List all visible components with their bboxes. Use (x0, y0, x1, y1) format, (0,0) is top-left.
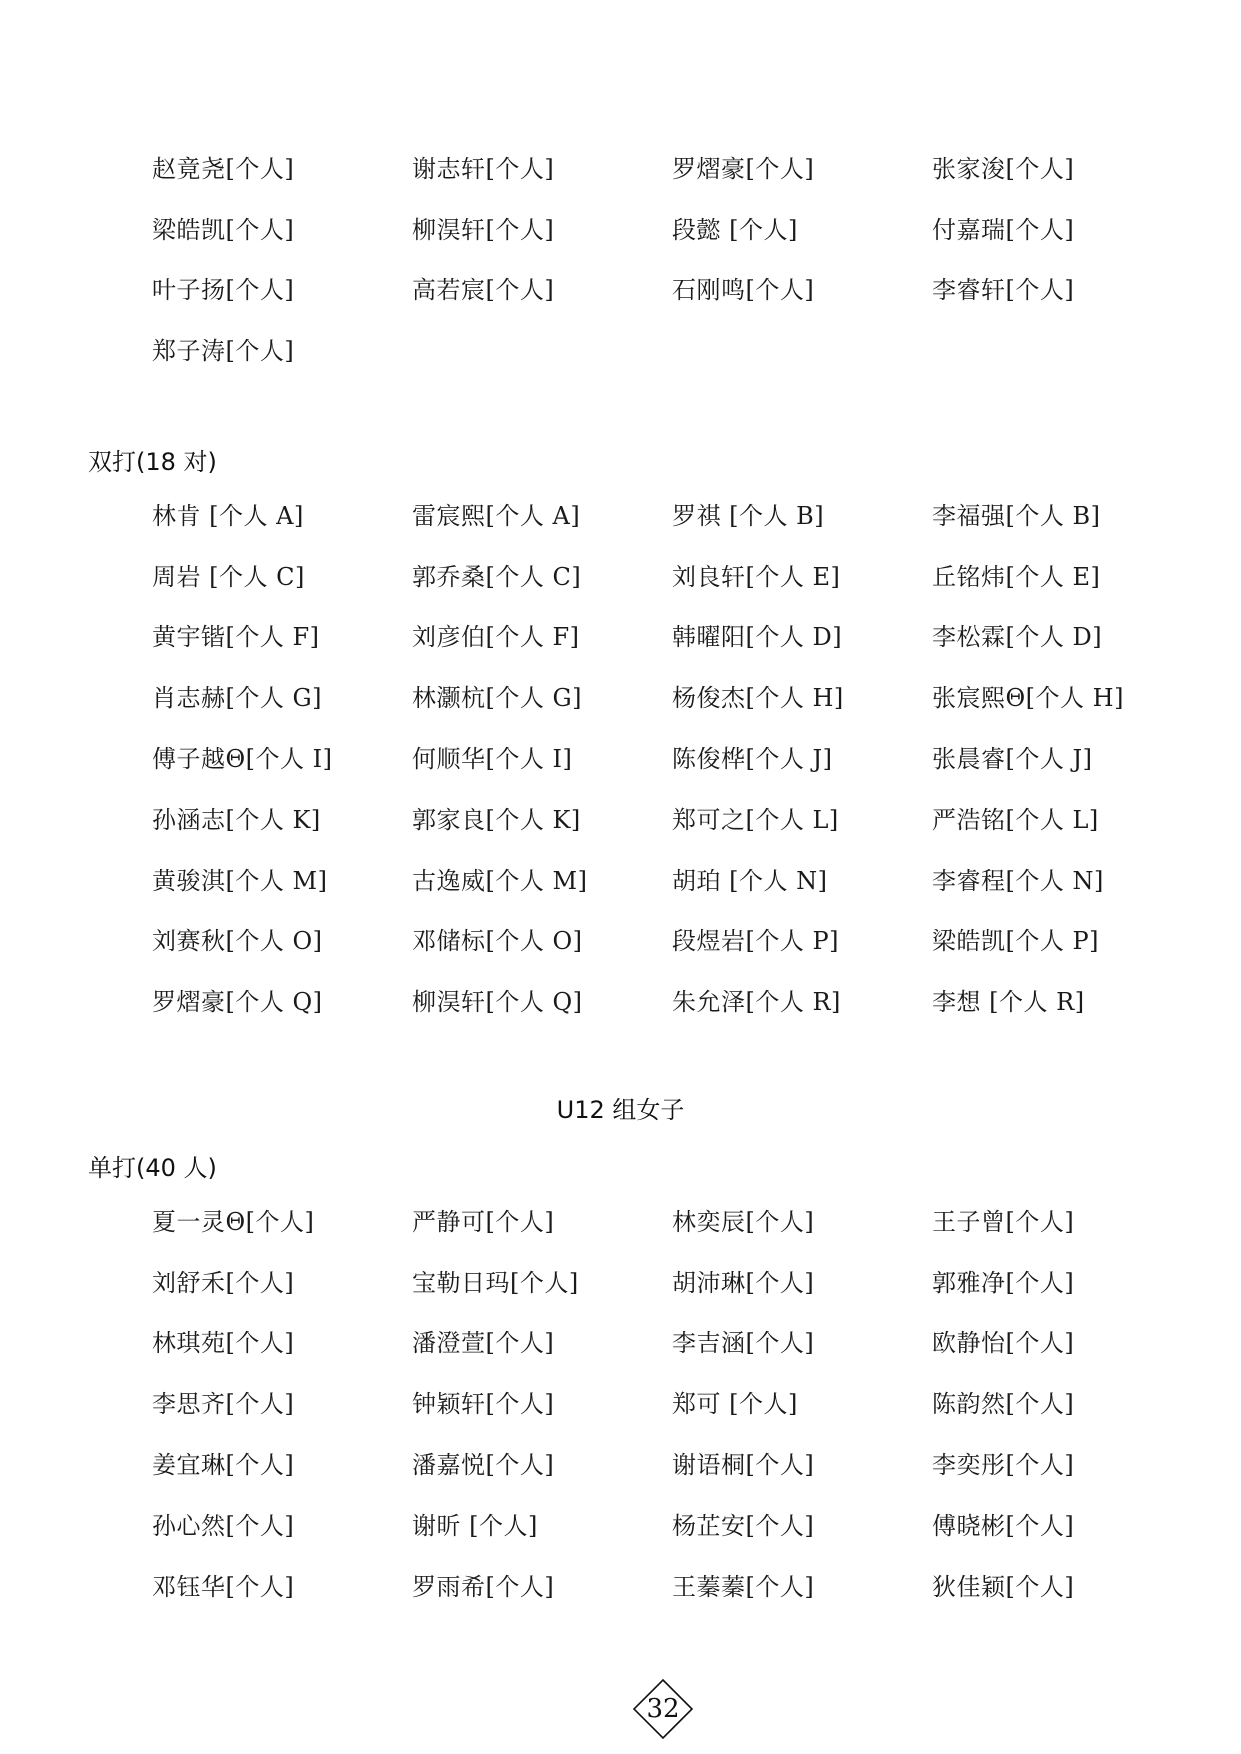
entry-row (152, 726, 1192, 787)
entry-row (152, 605, 1192, 666)
entry-name: 刘舒禾[个人] (152, 1268, 295, 1297)
entry-name: 罗雨希[个人] (412, 1572, 555, 1601)
entry-name: 姜宜琳[个人] (152, 1451, 295, 1480)
entry-name: 邓储标[个人 O] (412, 927, 583, 956)
entry-name: 段煜岩[个人 P] (672, 927, 840, 956)
singles-heading: 单打(40 人) (88, 1154, 217, 1182)
entry-name: 段懿 [个人] (672, 215, 798, 244)
entry-name: 邓钰华[个人] (152, 1572, 295, 1601)
entry-name: 罗熠豪[个人 Q] (152, 988, 323, 1017)
entry-name: 胡沛琳[个人] (672, 1268, 815, 1297)
entry-name: 刘良轩[个人 E] (672, 562, 841, 591)
entry-name: 傅子越Θ[个人 I] (152, 745, 333, 774)
entry-name: 李思齐[个人] (152, 1390, 295, 1419)
entry-name: 林肯 [个人 A] (152, 501, 304, 530)
entry-name: 黄骏淇[个人 M] (152, 866, 328, 895)
doubles-pair-list (152, 483, 1192, 1030)
singles-name-list (152, 1189, 1192, 1615)
entry-name: 郑可之[个人 L] (672, 805, 839, 834)
entry-name: 郭雅净[个人] (932, 1268, 1075, 1297)
entry-row (152, 483, 1192, 544)
page-number-badge (632, 1678, 694, 1740)
entry-row (152, 1371, 1192, 1432)
entry-name: 李睿轩[个人] (932, 276, 1075, 305)
entry-name: 严静可[个人] (412, 1207, 555, 1236)
entry-name: 石刚鸣[个人] (672, 276, 815, 305)
entry-name: 陈俊桦[个人 J] (672, 745, 833, 774)
top-name-list (152, 136, 1192, 379)
group-title: U12 组女子 (556, 1096, 685, 1124)
entry-name: 胡珀 [个人 N] (672, 866, 828, 895)
entry-name: 林灏杭[个人 G] (412, 684, 583, 713)
entry-row (152, 665, 1192, 726)
entry-name: 李睿程[个人 N] (932, 866, 1104, 895)
entry-row (152, 544, 1192, 605)
entry-name: 高若宸[个人] (412, 276, 555, 305)
entry-name: 古逸威[个人 M] (412, 866, 588, 895)
entry-name: 张宸熙Θ[个人 H] (932, 684, 1124, 713)
entry-name: 肖志赫[个人 G] (152, 684, 323, 713)
entry-name: 罗祺 [个人 B] (672, 501, 825, 530)
entry-name: 刘彦伯[个人 F] (412, 623, 580, 652)
entry-name: 李吉涵[个人] (672, 1329, 815, 1358)
entry-row (152, 1432, 1192, 1493)
entry-row (152, 1554, 1192, 1615)
entry-name: 郑可 [个人] (672, 1390, 798, 1419)
entry-name: 付嘉瑞[个人] (932, 215, 1075, 244)
entry-row (152, 258, 1192, 319)
entry-name: 丘铭炜[个人 E] (932, 562, 1101, 591)
entry-name: 何顺华[个人 I] (412, 745, 573, 774)
entry-name: 钟颖轩[个人] (412, 1390, 555, 1419)
entry-row (152, 1250, 1192, 1311)
entry-name: 潘澄萱[个人] (412, 1329, 555, 1358)
entry-name: 柳淏轩[个人 Q] (412, 988, 583, 1017)
entry-name: 赵竟尧[个人] (152, 154, 295, 183)
page-number: 32 (646, 1694, 680, 1724)
entry-name: 孙心然[个人] (152, 1511, 295, 1540)
entry-name: 谢语桐[个人] (672, 1451, 815, 1480)
entry-name: 王蓁蓁[个人] (672, 1572, 815, 1601)
entry-name: 宝勒日玛[个人] (412, 1268, 579, 1297)
entry-row (152, 318, 1192, 379)
entry-name: 郑子涛[个人] (152, 337, 295, 366)
entry-name: 狄佳颖[个人] (932, 1572, 1075, 1601)
entry-row (152, 848, 1192, 909)
entry-name: 李想 [个人 R] (932, 988, 1085, 1017)
entry-name: 朱允泽[个人 R] (672, 988, 841, 1017)
entry-name: 韩曜阳[个人 D] (672, 623, 843, 652)
entry-name: 叶子扬[个人] (152, 276, 295, 305)
entry-name: 傅晓彬[个人] (932, 1511, 1075, 1540)
entry-name: 张晨睿[个人 J] (932, 745, 1093, 774)
entry-name: 谢志轩[个人] (412, 154, 555, 183)
entry-row (152, 909, 1192, 970)
entry-name: 王子曾[个人] (932, 1207, 1075, 1236)
entry-name: 夏一灵Θ[个人] (152, 1207, 315, 1236)
entry-name: 张家浚[个人] (932, 154, 1075, 183)
entry-name: 梁皓凯[个人] (152, 215, 295, 244)
doubles-heading: 双打(18 对) (88, 448, 217, 476)
entry-name: 杨芷安[个人] (672, 1511, 815, 1540)
entry-row (152, 1493, 1192, 1554)
entry-name: 严浩铭[个人 L] (932, 805, 1099, 834)
entry-name: 郭乔桑[个人 C] (412, 562, 582, 591)
entry-row (152, 1311, 1192, 1372)
entry-name: 罗熠豪[个人] (672, 154, 815, 183)
entry-name: 林奕辰[个人] (672, 1207, 815, 1236)
entry-name: 柳淏轩[个人] (412, 215, 555, 244)
entry-name: 刘赛秋[个人 O] (152, 927, 323, 956)
entry-name: 周岩 [个人 C] (152, 562, 305, 591)
entry-name: 杨俊杰[个人 H] (672, 684, 844, 713)
entry-row (152, 787, 1192, 848)
entry-row (152, 969, 1192, 1030)
entry-name: 李松霖[个人 D] (932, 623, 1103, 652)
entry-name: 梁皓凯[个人 P] (932, 927, 1100, 956)
entry-row (152, 1189, 1192, 1250)
entry-name: 潘嘉悦[个人] (412, 1451, 555, 1480)
entry-name: 郭家良[个人 K] (412, 805, 581, 834)
entry-name: 黄宇锴[个人 F] (152, 623, 320, 652)
entry-name: 孙涵志[个人 K] (152, 805, 321, 834)
entry-row (152, 136, 1192, 197)
entry-name: 欧静怡[个人] (932, 1329, 1075, 1358)
entry-row (152, 197, 1192, 258)
entry-name: 谢昕 [个人] (412, 1511, 538, 1540)
entry-name: 李奕彤[个人] (932, 1451, 1075, 1480)
entry-name: 雷宸熙[个人 A] (412, 501, 581, 530)
entry-name: 陈韵然[个人] (932, 1390, 1075, 1419)
entry-name: 林琪苑[个人] (152, 1329, 295, 1358)
entry-name: 李福强[个人 B] (932, 501, 1101, 530)
